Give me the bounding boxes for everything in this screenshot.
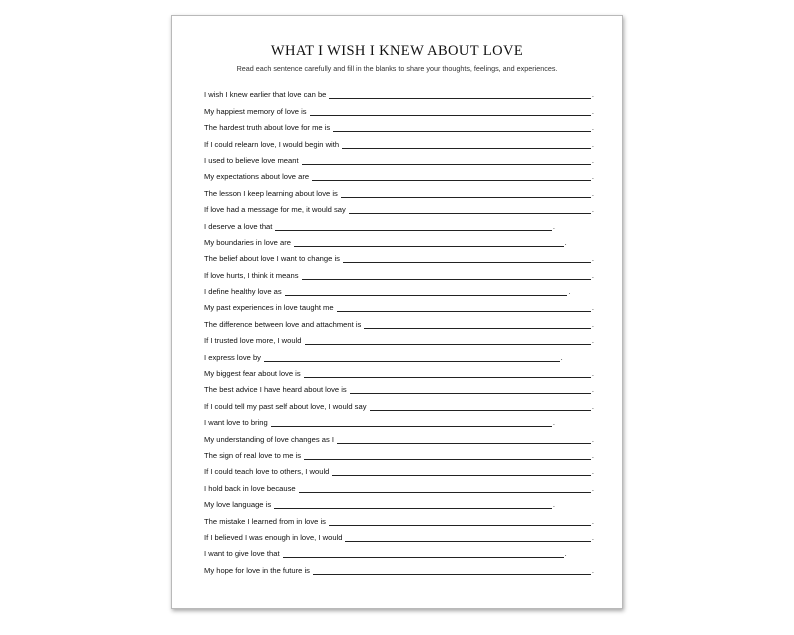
prompt-text: My past experiences in love taught me — [204, 303, 334, 313]
prompt-text: I wish I knew earlier that love can be — [204, 90, 327, 100]
end-period: . — [591, 336, 594, 346]
prompt-text: If I could teach love to others, I would — [204, 467, 330, 477]
prompt-row — [204, 412, 555, 428]
fill-in-blank[interactable] — [312, 172, 591, 181]
prompt-row — [204, 232, 567, 248]
end-period: . — [591, 188, 594, 198]
fill-in-blank[interactable] — [304, 451, 591, 460]
end-period: . — [591, 532, 594, 542]
prompt-text: My happiest memory of love is — [204, 106, 307, 116]
prompt-text: I deserve a love that — [204, 221, 273, 231]
prompt-text: My love language is — [204, 500, 272, 510]
fill-in-blank[interactable] — [342, 140, 591, 149]
prompt-row — [204, 445, 594, 461]
prompt-row — [204, 264, 594, 280]
prompt-row — [204, 477, 594, 493]
prompt-text: If I could relearn love, I would begin with — [204, 139, 340, 149]
end-period: . — [591, 205, 594, 215]
end-period: . — [591, 254, 594, 264]
prompt-text: The best advice I have heard about love is — [204, 385, 347, 395]
fill-in-blank[interactable] — [349, 205, 591, 214]
prompt-row — [204, 363, 594, 379]
prompt-row — [204, 297, 594, 313]
end-period: . — [591, 401, 594, 411]
page-subtitle: Read each sentence carefully and fill in the blanks to share your thoughts, feelings, and experiences. — [236, 64, 558, 73]
end-period: . — [591, 467, 594, 477]
end-period: . — [552, 500, 555, 510]
fill-in-blank[interactable] — [329, 90, 590, 99]
prompt-row — [204, 84, 594, 100]
prompt-row — [204, 182, 594, 198]
prompt-text: I want love to bring — [204, 418, 268, 428]
end-period: . — [564, 237, 567, 247]
end-period: . — [591, 565, 594, 575]
fill-in-blank[interactable] — [337, 435, 591, 444]
prompt-text: If love hurts, I think it means — [204, 270, 299, 280]
prompt-row — [204, 494, 555, 510]
fill-in-blank[interactable] — [313, 566, 591, 575]
end-period: . — [591, 172, 594, 182]
prompt-row — [204, 166, 594, 182]
end-period: . — [591, 106, 594, 116]
prompt-row — [204, 510, 594, 526]
end-period: . — [591, 483, 594, 493]
worksheet-page — [171, 15, 623, 609]
prompt-row — [204, 330, 594, 346]
prompt-text: The mistake I learned from in love is — [204, 516, 326, 526]
prompt-row — [204, 428, 594, 444]
fill-in-blank[interactable] — [370, 402, 591, 411]
prompt-row — [204, 559, 594, 575]
fill-in-blank[interactable] — [294, 238, 564, 247]
end-period: . — [591, 270, 594, 280]
prompt-text: My expectations about love are — [204, 172, 310, 182]
prompt-text: The belief about love I want to change is — [204, 254, 340, 264]
prompt-text: My hope for love in the future is — [204, 565, 310, 575]
fill-in-blank[interactable] — [302, 156, 591, 165]
prompt-row — [204, 313, 594, 329]
prompt-text: If I trusted love more, I would — [204, 336, 302, 346]
prompt-row — [204, 248, 594, 264]
prompt-text: The hardest truth about love for me is — [204, 123, 331, 133]
end-period: . — [591, 90, 594, 100]
end-period: . — [568, 287, 571, 297]
prompt-row — [204, 379, 594, 395]
prompt-text: The lesson I keep learning about love is — [204, 188, 338, 198]
prompt-text: My understanding of love changes as I — [204, 434, 335, 444]
fill-in-blank[interactable] — [271, 418, 552, 427]
fill-in-blank[interactable] — [337, 303, 591, 312]
fill-in-blank[interactable] — [285, 287, 571, 297]
end-period: . — [564, 549, 567, 559]
fill-in-blank[interactable] — [343, 254, 591, 263]
prompt-text: The difference between love and attachment is — [204, 319, 362, 329]
fill-in-blank[interactable] — [364, 320, 591, 329]
end-period: . — [591, 303, 594, 313]
prompt-row — [204, 150, 594, 166]
prompt-text: If love had a message for me, it would say — [204, 205, 346, 215]
page-title: WHAT I WISH I KNEW ABOUT LOVE — [270, 43, 524, 59]
fill-in-blank[interactable] — [299, 484, 591, 493]
end-period: . — [591, 450, 594, 460]
fill-in-blank[interactable] — [350, 385, 591, 394]
end-period: . — [591, 369, 594, 379]
fill-in-blank[interactable] — [333, 123, 591, 132]
fill-in-blank[interactable] — [332, 467, 591, 476]
end-period: . — [552, 221, 555, 231]
prompt-row — [204, 461, 594, 477]
prompt-row — [204, 527, 594, 543]
prompt-row — [204, 281, 571, 297]
end-period: . — [591, 155, 594, 165]
end-period: . — [591, 434, 594, 444]
prompt-row — [204, 117, 594, 133]
end-period: . — [591, 139, 594, 149]
end-period: . — [560, 352, 563, 362]
prompt-row — [204, 199, 594, 215]
fill-in-blank[interactable] — [283, 549, 564, 558]
end-period: . — [591, 516, 594, 526]
prompt-text: My boundaries in love are — [204, 237, 291, 247]
prompt-text: I want to give love that — [204, 549, 280, 559]
prompt-list — [204, 84, 594, 576]
prompt-text: My biggest fear about love is — [204, 369, 301, 379]
prompt-text: I used to believe love meant — [204, 155, 299, 165]
prompt-text: I express love by — [204, 352, 261, 362]
prompt-row — [204, 100, 594, 116]
end-period: . — [552, 418, 555, 428]
fill-in-blank[interactable] — [329, 517, 591, 526]
fill-in-blank[interactable] — [341, 189, 591, 198]
end-period: . — [591, 385, 594, 395]
fill-in-blank[interactable] — [345, 533, 590, 542]
prompt-row — [204, 346, 563, 362]
fill-in-blank[interactable] — [302, 271, 591, 280]
prompt-row — [204, 215, 555, 231]
fill-in-blank[interactable] — [304, 369, 591, 378]
prompt-text: The sign of real love to me is — [204, 450, 302, 460]
fill-in-blank[interactable] — [274, 500, 552, 509]
prompt-text: If I believed I was enough in love, I would — [204, 532, 343, 542]
fill-in-blank[interactable] — [275, 222, 551, 231]
prompt-row — [204, 395, 594, 411]
prompt-row — [204, 543, 567, 559]
fill-in-blank[interactable] — [310, 107, 591, 116]
fill-in-blank[interactable] — [305, 336, 591, 345]
prompt-text: If I could tell my past self about love, I would say — [204, 401, 367, 411]
end-period: . — [591, 319, 594, 329]
prompt-text: I define healthy love as — [204, 287, 282, 297]
prompt-row — [204, 133, 594, 149]
end-period: . — [591, 123, 594, 133]
prompt-text: I hold back in love because — [204, 483, 296, 493]
fill-in-blank[interactable] — [264, 353, 560, 362]
